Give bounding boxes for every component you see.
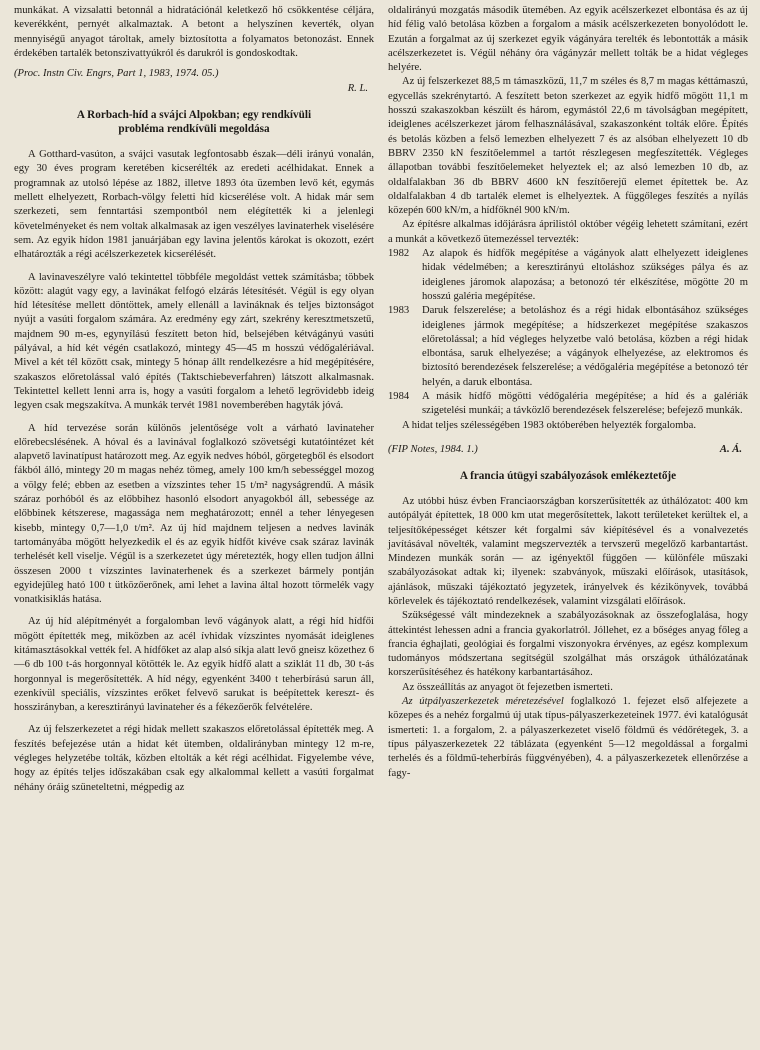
chapter-lead: Az útpályaszerkezetek méretezésével bbox=[402, 696, 564, 708]
paragraph: Az összeállítás az anyagot öt fejezetben ismerteti. bbox=[402, 681, 613, 693]
paragraph: A hidat teljes szélességében 1983 októberében helyezték forgalomba. bbox=[402, 419, 696, 431]
source-citation-row bbox=[14, 67, 374, 81]
chapter-text: foglalkozó 1. fejezet első alfejezete a közepes és a nehéz forgalmú új utak típus-pályaszerkezeteinek 1977. évi katalógusát ismerteti: 1. a forgalom, 2. a pályaszerkezetet viselő földmű és védőrétegek, 3. a típus pályaszerkezetek 22 táblázata (egyenként 5—12 megoldással a forgalmi terhelés és a földmű-teherbírás függvényében), 4. a pályaszerkezetek ellenőrzése a fagy- bbox=[388, 696, 748, 779]
article-title-line-1: A Rorbach-híd a svájci Alpokban; egy rendkívüli bbox=[76, 109, 312, 122]
article-title bbox=[14, 108, 374, 136]
paragraph: Az új felszerkezetet a régi hidak mellett szakaszos előretolással építették meg. A feszítés befejezése után a hidat két ütemben, oldalirányban mintegy 12 m-re, végleges helyzetébe tolták, közben eltolták a két régi acélhidat. Figyelembe véve, hogy az építés teljes időszakában csak egy alkalommal kellett a vasúti forgalmat néhány óráig szüneteltetni, mégpedig az bbox=[14, 724, 374, 793]
schedule-text: Daruk felszerelése; a betoláshoz és a régi hidak elbontásához szükséges ideiglenes jármok megépítése; a hídszerkezet megépítése szakaszos előretolással; a híd végleges helyzetbe való betolása, közben a régi hidak elbontása, saruk elhelyezése; a vágányok elhelyezése, az elektromos és biztosító berendezések felszerelése; a védőgaléria megépítése a betonozó tér helyén, a daruk elbontása. bbox=[422, 305, 748, 388]
author-initials: A. Á. bbox=[719, 443, 742, 455]
schedule-item bbox=[388, 390, 748, 419]
paragraph: A Gotthard-vasúton, a svájci vasutak legfontosabb észak—déli irányú vonalán, egy 30 éves program keretében kicserélték az eredeti acélhidakat. Ennek a programnak az utolsó lépése az 1882, illetve 1893 óta üzemben levő két, egymás mellett elhelyezett, Rorbach-völgy feletti híd kicserélése volt. A hidak már sem szerkezeti, sem fenntartási szempontból nem elégítették ki a jelenlegi követelményeket és nem voltak alkalmasak az igen veszélyes lavinaterhek viselésére sem. Az egyik hídon 1981 januárjában egy lavina jelentős károkat is okozott, ezért elhatározták a régi acélszerkezetek kicserélését. bbox=[14, 149, 374, 261]
paragraph: A lavinaveszélyre való tekintettel többféle megoldást vettek számításba; többek között: alagút vagy egy, a lavinákat felfogó elzárás létesítését. Végül is egy olyan híd létesítése mellett döntöttek, amely ellenáll a lavináknak és teljes biztonságot nyújt a vasúti forgalom számára. Az eredmény egy zárt, szekrény keresztmetszetű, majdnem 90 m-es, egynyílású feszített beton híd, belsejében kétvágányú vasúti pályával, a híd két végén csatlakozó, mintegy 45—45 m hosszú védőgalériával. Mivel a két tél között csak, mintegy 5 hónap állt rendelkezésre a híd megépítésére, szakaszos előretolással való építés (Taktschiebeverfahren) látszott alkalmasnak. Tekintettel kellett lenni arra is, hogy a vasúti forgalom a lehető legrövidebb ideig legyen csak megszakítva. A munkák tervét 1981 novemberében hagyták jóvá. bbox=[14, 271, 374, 412]
source-citation: (FIP Notes, 1984. 1.) bbox=[388, 443, 478, 455]
article-title-line-2: probléma rendkívüli megoldása bbox=[118, 123, 270, 136]
paragraph: Az utóbbi húsz évben Franciaországban korszerűsítették az úthálózatot: 400 km autópályát építettek, 18 000 km utat megerősítettek, lakott területeket kerültek el, a teljesítőképességet kétszer két forgalmi sáv kiépítésével és a vonalvezetés javításával növelték, valamint megszervezték a tervszerű megelőző karbantartást. Mindezen munkák során — az igényektől függően — különféle műszaki szabályozásokat adtak ki; ilyenek: szabványok, műszaki előírások, utasítások, ajánlások, műszaki tájékoztató jegyzetek, irányelvek és kézikönyvek, továbbá körlevelek és tájékoztató rendelkezések, valamint vizsgálati előírások. bbox=[388, 495, 748, 607]
paragraph: oldalirányú mozgatás második ütemében. Az egyik acélszerkezet elbontása és az új híd félig való betolása közben a forgalom a másik acélszerkezeten bonyolódott le. Ezután a forgalmat az új szerkezet egyik vágányára terelték és lebontották a másik acélszerkezetet is. Végül néhány óra vágányzár mellett tolták be a hidat végleges helyére. bbox=[388, 5, 748, 74]
schedule-text: Az alapok és hídfők megépítése a vágányok alatt elhelyezett ideiglenes hidak védelmében; a keresztirányú eltoláshoz szükséges pálya és az ideiglenes járomok alapozása; a betonozó tér elkészítése, mögötte 20 m hosszú galéria megépítése. bbox=[422, 248, 748, 302]
source-citation: (Proc. Instn Civ. Engrs, Part 1, 1983, 1974. 05.) bbox=[14, 68, 219, 80]
schedule-list bbox=[388, 247, 748, 419]
schedule-item bbox=[388, 247, 748, 304]
left-column bbox=[14, 4, 374, 795]
right-column bbox=[388, 4, 748, 781]
article-title: A francia útügyi szabályozások emlékeztetője bbox=[459, 469, 677, 482]
author-initials: R. L. bbox=[347, 83, 368, 95]
paragraph: Az építésre alkalmas időjárásra áprilistól október végéig lehetett számítani, ezért a munkát a következő ütemezéssel tervezték: bbox=[388, 219, 748, 245]
paragraph bbox=[388, 695, 748, 781]
paragraph: A híd tervezése során különös jelentősége volt a várható lavinateher előrebecslésének. A hóval és a lavinával foglalkozó szövetségi kutatóintézet két alapvető lavinatípust határozott meg. Az egyik nedves hóból, görgetegből és elsodort fákból álló, mintegy 20 m magas nehéz tömeg, amely 100 km/h sebességgel mozog a völgy felé; ebben az esetben a vízszintes teher 15 t/m² nagyságrendű. A másik száraz porhóból és az előbbihez hasonló elsodort anyagokból áll, sebessége az előbbinek kétszerese, magassága nem meghatározott; ennél a teher lényegesen kisebb, mintegy 0,7—1,0 t/m². Az új híd majdnem teljesen a nedves lavinák tartományába mögött helyezkedik el és az egyik hídfőt kivéve csak száraz lavinák terhelését kell viselje. Végül is a szerkezetet úgy méretezték, hogy ellen tudjon állni összesen 2000 t vízszintes lavinaterhenek és a szerkezet bármely pontján egyidejűleg ható 100 t ütközőerőnek, ami lehet a lavina által hozott törmelék vagy vonatkisiklás hatása. bbox=[14, 422, 374, 606]
schedule-year: 1982 bbox=[388, 248, 410, 260]
source-citation-row bbox=[388, 443, 748, 457]
schedule-year: 1984 bbox=[388, 391, 410, 403]
paragraph: Szükségessé vált mindezeknek a szabályozásoknak az összefoglalása, hogy áttekintést lehessen adni a francia gyakorlatról. Jóllehet, ez a bőséges anyag főleg a francia éghajlati, geológiai és forgalmi viszonyokra érvényes, az egész komplexum tudományos módszertana segítségül szolgálhat más országok úthálózatának korszerűsítéséhez és hatékony karbantartásához. bbox=[388, 610, 748, 679]
paragraph: Az új híd alépítményét a forgalomban levő vágányok alatt, a régi híd hídfői mögött építették meg, miközben az acél ívhidak vízszintes nyomását ideiglenes kitámasztásokkal vették fel. A hídfőket az alap alsó síkja alatt levő gneisz közethez 6—6 db 100 t-ás horgonnyal kötötték le. Az egyik hídfő alatt a sziklát 11 db, 30 t-ás horgonnyal is megerősítették. A híd négy, egyenként 3400 t teherbírású sarun áll, ezenkívül speciális, vízszintes erőket felvevő sarukat is beépítettek kereszt- és hosszirányban, a keresztirányú lavinateher és a fékezőerők felvételére. bbox=[14, 616, 374, 714]
schedule-item bbox=[388, 304, 748, 390]
continued-paragraph: munkákat. A vizsalatti betonnál a hidratációnál keletkező hő csökkentése céljára, keverékként, pernyét alkalmaztak. A betont a helyszínen keverték, olyan mennyiségű anyagot tároltak, amely biztosította a folyamatos betonozást. Ennek érdekében tartalék betonszivattyúkról és darukról is gondoskodtak. bbox=[14, 5, 374, 59]
paragraph: Az új felszerkezet 88,5 m támaszközű, 11,7 m széles és 8,7 m magas kéttámaszú, egycellás szekrénytartó. A feszített beton szerkezet az egyik hídfő mögött 11,1 m hosszú szakaszokban készült és három, egymástól 22,6 m távolságban megépített, ideiglenes acélszerkezet járom felhasználásával, szakaszonként tolták előre. Építés és betolás közben a felső lemezben elhelyezett 7 és az alsóban elhelyezett 10 db BBRV 2350 kN feszítőelemmel a tartót részlegesen megfeszítették. Végleges állapotban további feszítőelemeket helyeztek el; az alsó lemezben 10 db, az oldalfalakban 36 db BBRV 4600 kN feszítőerejű elemet építettek be. Az oldalfalakban 4 db tartalék elemet is elhelyeztek. A függőleges feszítés a nyílás közepén 600 kN/m, a hídfőknél 900 kN/m. bbox=[388, 76, 748, 217]
schedule-year: 1983 bbox=[388, 305, 410, 317]
schedule-text: A másik hídfő mögötti védőgaléria megépítése; a híd és a galériák szigetelési munkái; a távközlő berendezések felszerelése; befejező munkák. bbox=[422, 391, 748, 417]
